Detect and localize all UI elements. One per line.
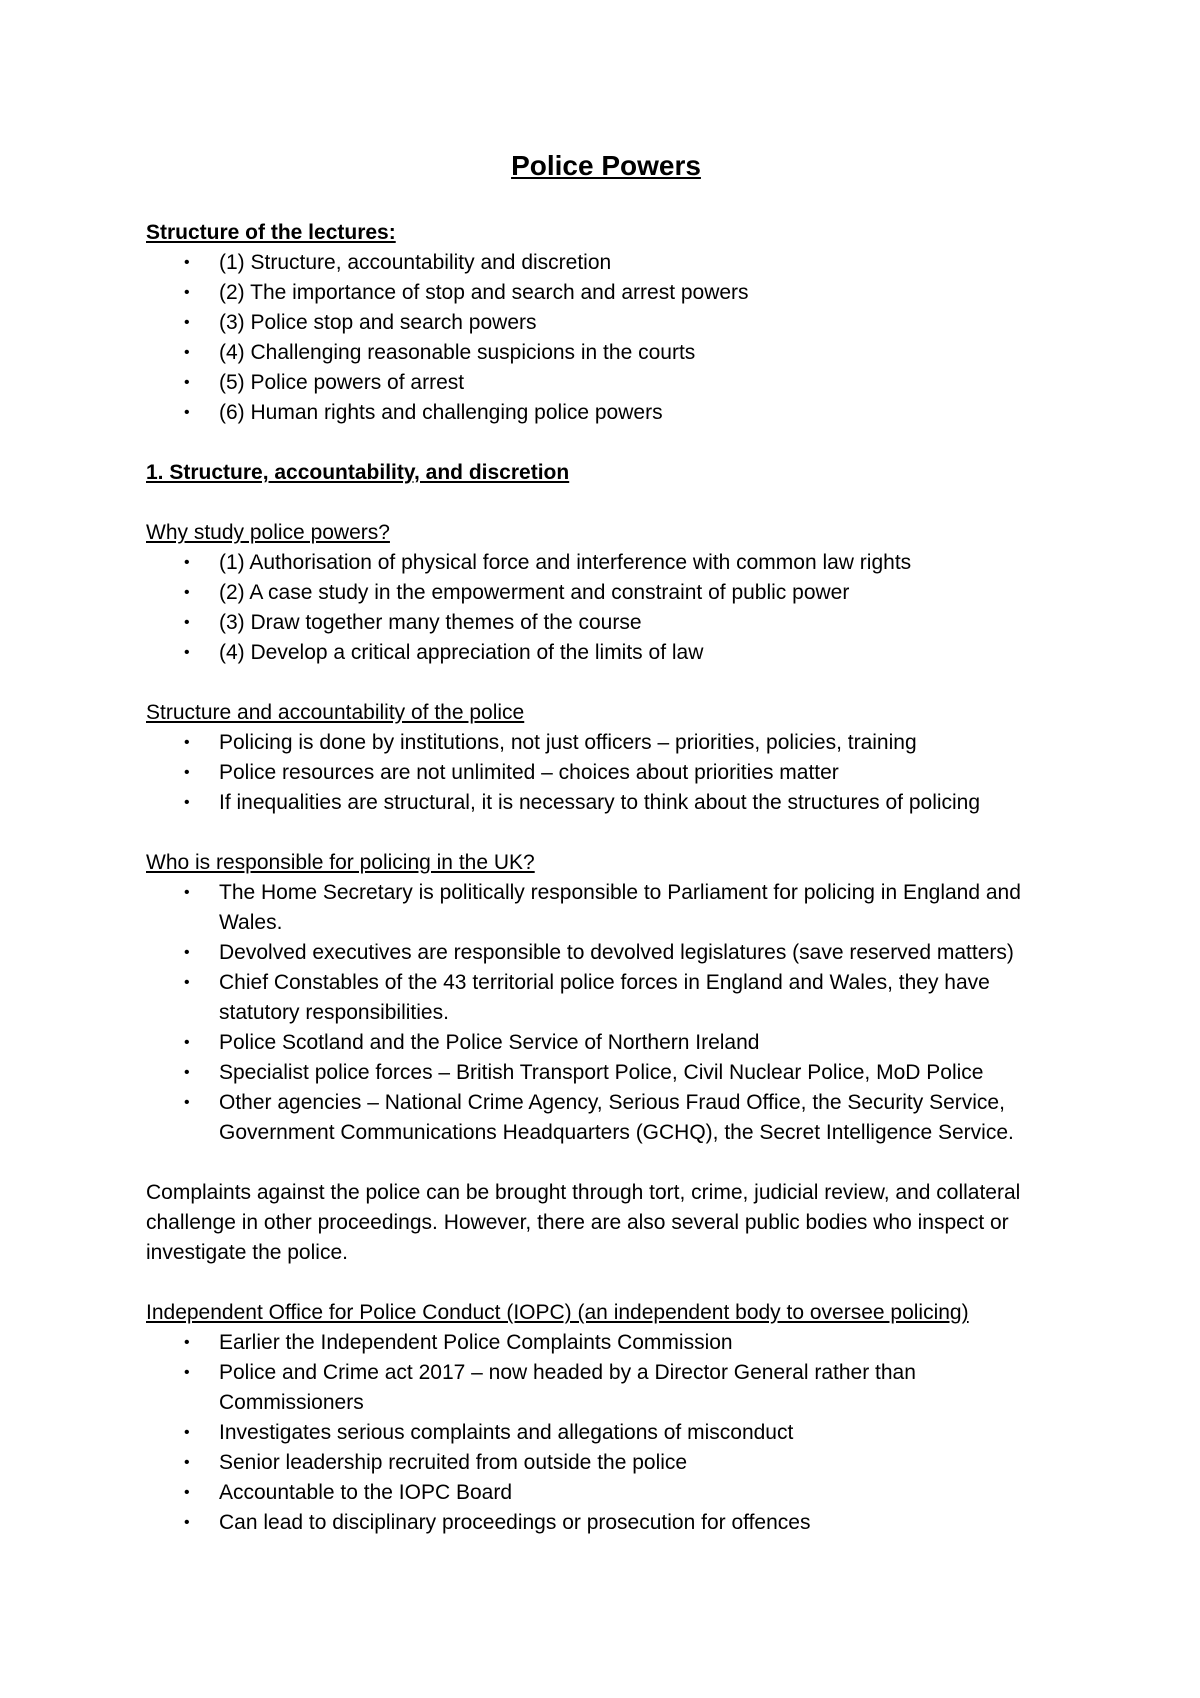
- list-item: [146, 788, 1066, 818]
- lectures-heading: Structure of the lectures:: [146, 221, 396, 244]
- list-item-text: Specialist police forces – British Transport Police, Civil Nuclear Police, MoD Police: [219, 1061, 984, 1084]
- who-responsible-section: [146, 848, 1066, 1148]
- list-item-text: (4) Develop a critical appreciation of the limits of law: [219, 641, 704, 664]
- list-item: [146, 758, 1066, 788]
- list-item-text: Earlier the Independent Police Complaints Commission: [219, 1331, 733, 1354]
- list-item-text: (3) Police stop and search powers: [219, 311, 537, 334]
- list-item: [146, 728, 1066, 758]
- bullet-icon: •: [184, 314, 190, 331]
- list-item-text: Police Scotland and the Police Service of Northern Ireland: [219, 1031, 760, 1054]
- list-item: [146, 368, 1066, 398]
- list-item-text: Accountable to the IOPC Board: [219, 1481, 513, 1504]
- bullet-icon: •: [184, 554, 190, 571]
- list-item-text: (6) Human rights and challenging police powers: [219, 401, 663, 424]
- list-item: [146, 1448, 1066, 1478]
- bullet-icon: •: [184, 944, 190, 961]
- why-study-list: [146, 548, 1066, 668]
- spacer: [146, 1268, 1066, 1298]
- list-item: [146, 578, 1066, 608]
- list-item-text: Devolved executives are responsible to devolved legislatures (save reserved matters): [219, 941, 1014, 964]
- spacer: [146, 818, 1066, 848]
- who-responsible-list: [146, 878, 1066, 1148]
- bullet-icon: •: [184, 584, 190, 601]
- list-item: [146, 338, 1066, 368]
- list-item: [146, 638, 1066, 668]
- list-item-text: Chief Constables of the 43 territorial police forces in England and Wales, they have statutory responsibilities.: [219, 971, 990, 1024]
- bullet-icon: •: [184, 1454, 190, 1471]
- list-item: [146, 548, 1066, 578]
- list-item-text: Other agencies – National Crime Agency, Serious Fraud Office, the Security Service, Government Communications Headquarters (GCHQ), the Secret Intelligence Service.: [219, 1091, 1014, 1144]
- bullet-icon: •: [184, 374, 190, 391]
- list-item-text: Senior leadership recruited from outside the police: [219, 1451, 688, 1474]
- bullet-icon: •: [184, 734, 190, 751]
- structure-accountability-heading: Structure and accountability of the police: [146, 701, 525, 724]
- list-item-text: The Home Secretary is politically responsible to Parliament for policing in England and Wales.: [219, 881, 1021, 934]
- list-item: [146, 398, 1066, 428]
- list-item-text: Police resources are not unlimited – choices about priorities matter: [219, 761, 839, 784]
- list-item-text: Can lead to disciplinary proceedings or prosecution for offences: [219, 1511, 811, 1534]
- why-study-section: [146, 518, 1066, 668]
- bullet-icon: •: [184, 404, 190, 421]
- list-item-text: (1) Authorisation of physical force and interference with common law rights: [219, 551, 912, 574]
- structure-accountability-list: [146, 728, 1066, 818]
- list-item-text: Police and Crime act 2017 – now headed by a Director General rather than Commissioners: [219, 1361, 916, 1414]
- list-item: [146, 1508, 1066, 1538]
- list-item-text: (2) A case study in the empowerment and constraint of public power: [219, 581, 850, 604]
- list-item-text: (1) Structure, accountability and discretion: [219, 251, 612, 274]
- list-item-text: (2) The importance of stop and search and arrest powers: [219, 281, 749, 304]
- list-item: [146, 1028, 1066, 1058]
- why-study-heading: Why study police powers?: [146, 521, 390, 544]
- bullet-icon: •: [184, 614, 190, 631]
- bullet-icon: •: [184, 884, 190, 901]
- list-item-text: Investigates serious complaints and allegations of misconduct: [219, 1421, 794, 1444]
- bullet-icon: •: [184, 344, 190, 361]
- list-item-text: (4) Challenging reasonable suspicions in the courts: [219, 341, 696, 364]
- iopc-heading: Independent Office for Police Conduct (IOPC) (an independent body to oversee policing): [146, 1301, 969, 1324]
- bullet-icon: •: [184, 794, 190, 811]
- list-item: [146, 248, 1066, 278]
- list-item: [146, 1058, 1066, 1088]
- list-item: [146, 608, 1066, 638]
- bullet-icon: •: [184, 1064, 190, 1081]
- lectures-list: [146, 248, 1066, 428]
- complaints-paragraph: Complaints against the police can be brought through tort, crime, judicial review, and collateral challenge in other proceedings. However, there are also several public bodies who inspect or investigate the police.: [146, 1181, 1021, 1264]
- list-item: [146, 278, 1066, 308]
- list-item: [146, 1478, 1066, 1508]
- spacer: [146, 1148, 1066, 1178]
- bullet-icon: •: [184, 1094, 190, 1111]
- bullet-icon: •: [184, 1514, 190, 1531]
- list-item-text: Policing is done by institutions, not just officers – priorities, policies, training: [219, 731, 917, 754]
- list-item: [146, 1328, 1066, 1358]
- bullet-icon: •: [184, 254, 190, 271]
- list-item-text: (5) Police powers of arrest: [219, 371, 465, 394]
- bullet-icon: •: [184, 764, 190, 781]
- lectures-section: [146, 218, 1066, 428]
- list-item: [146, 308, 1066, 338]
- iopc-section: [146, 1298, 1066, 1538]
- bullet-icon: •: [184, 974, 190, 991]
- iopc-list: [146, 1328, 1066, 1538]
- list-item: [146, 878, 1066, 938]
- list-item-text: (3) Draw together many themes of the course: [219, 611, 642, 634]
- spacer: [146, 668, 1066, 698]
- who-responsible-heading: Who is responsible for policing in the UK?: [146, 851, 535, 874]
- list-item: [146, 1358, 1066, 1418]
- list-item: [146, 1418, 1066, 1448]
- spacer: [146, 428, 1066, 458]
- list-item: [146, 938, 1066, 968]
- list-item: [146, 968, 1066, 1028]
- list-item: [146, 1088, 1066, 1148]
- bullet-icon: •: [184, 1034, 190, 1051]
- structure-accountability-section: [146, 698, 1066, 818]
- bullet-icon: •: [184, 1484, 190, 1501]
- document-page: [146, 148, 1066, 1538]
- bullet-icon: •: [184, 284, 190, 301]
- page-title: Police Powers: [511, 150, 701, 181]
- section-1-heading: 1. Structure, accountability, and discretion: [146, 461, 570, 484]
- bullet-icon: •: [184, 1424, 190, 1441]
- bullet-icon: •: [184, 1364, 190, 1381]
- list-item-text: If inequalities are structural, it is necessary to think about the structures of policing: [219, 791, 981, 814]
- bullet-icon: •: [184, 644, 190, 661]
- bullet-icon: •: [184, 1334, 190, 1351]
- spacer: [146, 488, 1066, 518]
